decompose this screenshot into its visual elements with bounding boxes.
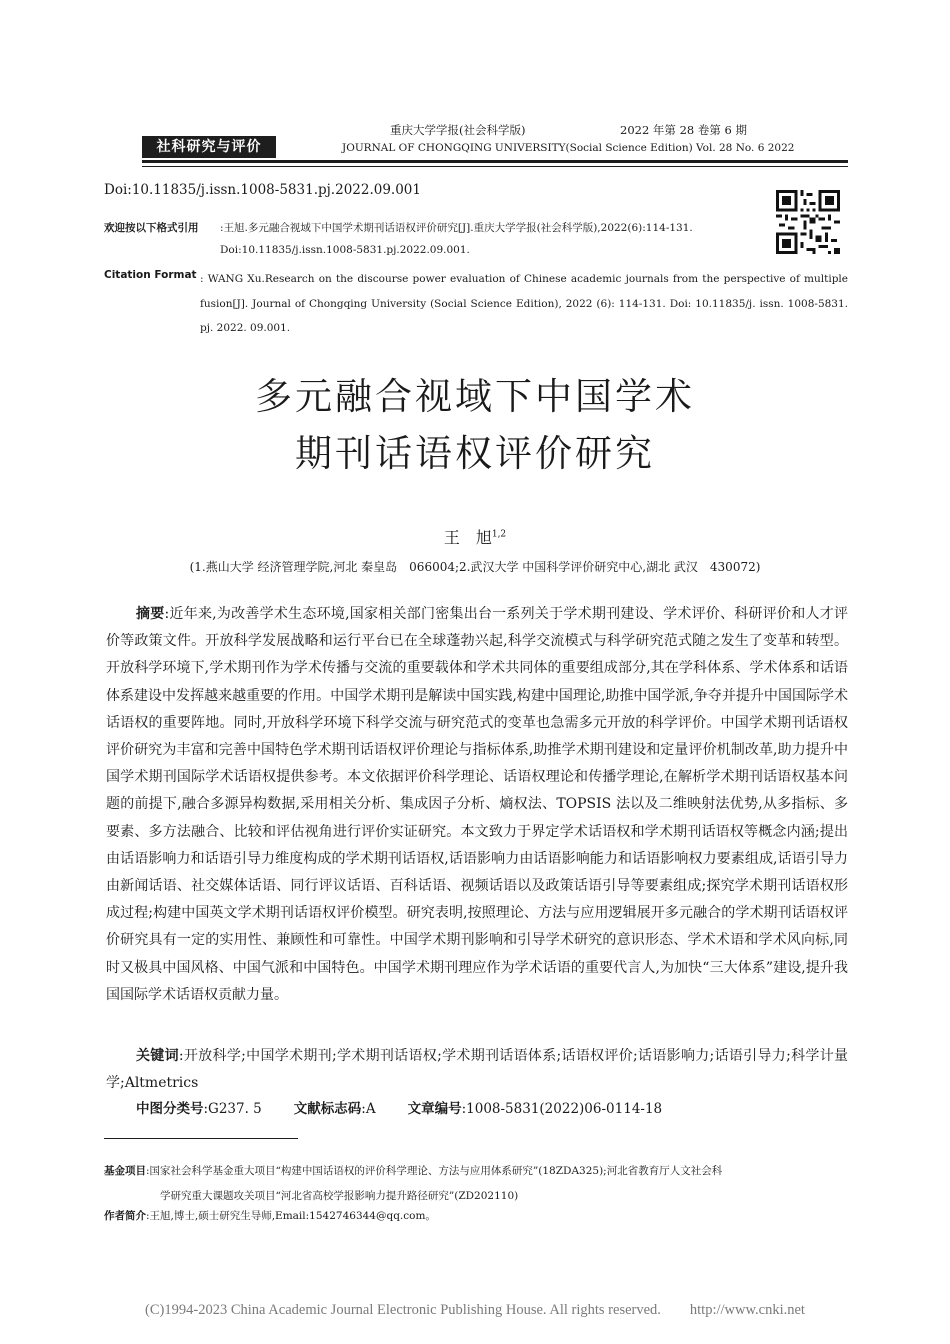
fund-line2: 学研究重大课题攻关项目“河北省高校学报影响力提升路径研究”(ZD202110) <box>160 1190 519 1202</box>
header-rule <box>142 160 848 163</box>
citation-cn-label: 欢迎按以下格式引用 <box>104 222 199 234</box>
bio-label: 作者简介 <box>104 1210 146 1222</box>
journal-name-cn: 重庆大学学报(社会科学版) <box>390 123 526 137</box>
article-no-value: :1008-5831(2022)06-0114-18 <box>461 1101 663 1117</box>
author-name: 王 旭 <box>443 528 492 547</box>
footnote-rule <box>104 1138 298 1139</box>
article-no-label: 文章编号 <box>407 1101 462 1117</box>
keywords <box>106 1043 848 1097</box>
author-affil-sup: 1,2 <box>491 529 507 540</box>
title-line1: 多元融合视域下中国学术 <box>255 375 695 418</box>
doc-code-value: :A <box>361 1101 376 1117</box>
affiliation: (1.燕山大学 经济管理学院,河北 秦皇岛 066004;2.武汉大学 中国科学评价研究中心,湖北 武汉 430072) <box>189 560 761 574</box>
issue-info-cn: 2022 年第 28 卷第 6 期 <box>620 123 747 137</box>
citation-en-label: Citation Format <box>104 269 197 281</box>
doc-code-label: 文献标志码 <box>293 1101 362 1117</box>
citation-cn-line1: :王旭.多元融合视域下中国学术期刊话语权评价研究[J].重庆大学学报(社会科学版),2022(6):114-131. <box>220 222 693 234</box>
clc-value: :G237. 5 <box>203 1101 262 1117</box>
abstract <box>106 601 848 1009</box>
citation-en-text: : WANG Xu.Research on the discourse power evaluation of Chinese academic journals from the perspective of multiple fusion[J]. Journal of Chongqing University (Social Science Edition), 2022 (6): 114-131. Doi: 10.11835/j. issn. 1008-5831. pj. 2022. 09.001. <box>200 273 848 334</box>
doi[interactable]: Doi:10.11835/j.issn.1008-5831.pj.2022.09.001 <box>104 182 421 198</box>
fund-label: 基金项目 <box>104 1165 146 1177</box>
journal-name-en: JOURNAL OF CHONGQING UNIVERSITY(Social Science Edition) Vol. 28 No. 6 2022 <box>342 142 795 154</box>
paper-title <box>100 368 850 482</box>
funding <box>104 1159 850 1209</box>
citation-cn-line2: Doi:10.11835/j.issn.1008-5831.pj.2022.09.001. <box>220 244 470 256</box>
keywords-label: 关键词 <box>136 1048 179 1064</box>
bio-text: :王旭,博士,硕士研究生导师,Email:1542746344@qq.com。 <box>146 1210 436 1222</box>
author-bio <box>104 1208 436 1223</box>
author <box>0 525 950 548</box>
title-line2: 期刊话语权评价研究 <box>295 432 655 475</box>
classification <box>136 1097 662 1117</box>
abstract-label: 摘要 <box>136 606 165 622</box>
keywords-text: :开放科学;中国学术期刊;学术期刊话语权;学术期刊话语体系;话语权评价;话语影响力;话语引导力;科学计量学;Altmetrics <box>106 1048 848 1091</box>
column-tag: 社科研究与评价 <box>142 136 276 158</box>
copyright-notice: (C)1994-2023 China Academic Journal Electronic Publishing House. All rights reserved. http://www.cnki.net <box>145 1302 805 1318</box>
clc-label: 中图分类号 <box>136 1101 204 1117</box>
qr-code-icon[interactable] <box>776 190 840 254</box>
header-rule-thin <box>142 166 848 167</box>
abstract-text: :近年来,为改善学术生态环境,国家相关部门密集出台一系列关于学术期刊建设、学术评价、科研评价和人才评价等政策文件。开放科学发展战略和运行平台已在全球蓬勃兴起,科学交流模式与科学研究范式随之发生了变革和转型。开放科学环境下,学术期刊作为学术传播与交流的重要载体和学术共同体的重要组成部分,其在学科体系、学术体系和话语体系建设中发挥越来越重要的作用。中国学术期刊是解读中国实践,构建中国理论,助推中国学派,争夺并提升中国国际学术话语权的重要阵地。同时,开放科学环境下科学交流与研究范式的变革也急需多元开放的科学评价。中国学术期刊话语权评价研究为丰富和完善中国特色学术期刊话语权评价理论与指标体系,助推学术期刊建设和定量评价机制改革,助力提升中国学术期刊国际学术话语权提供参考。本文依据评价科学理论、话语权理论和传播学理论,在解析学术期刊话语权基本问题的前提下,融合多源异构数据,采用相关分析、集成因子分析、熵权法、TOPSIS 法以及二维映射法优势,从多指标、多要素、多方法融合、比较和评估视角进行评价实证研究。本文致力于界定学术话语权和学术期刊话语权等概念内涵;提出由话语影响力和话语引导力维度构成的学术期刊话语权,话语影响力由话语影响能力和话语影响权力要素组成,话语引导力由新闻话语、社交媒体话语、同行评议话语、百科话语、视频话语以及政策话语引导等要素组成;探究学术期刊话语权形成过程;构建中国英文学术期刊话语权评价模型。研究表明,按照理论、方法与应用逻辑展开多元融合的学术期刊话语权评价研究具有一定的实用性、兼顾性和可靠性。中国学术期刊影响和引导学术研究的意识形态、学术术语和学术风向标,同时又极具中国风格、中国气派和中国特色。中国学术期刊理应作为学术话语的重要代言人,为加快“三大体系”建设,提升我国国际学术话语权贡献力量。 <box>106 606 849 1003</box>
fund-line1: :国家社会科学基金重大项目“构建中国话语权的评价科学理论、方法与应用体系研究”(18ZDA325);河北省教育厅人文社会科 <box>146 1165 723 1177</box>
